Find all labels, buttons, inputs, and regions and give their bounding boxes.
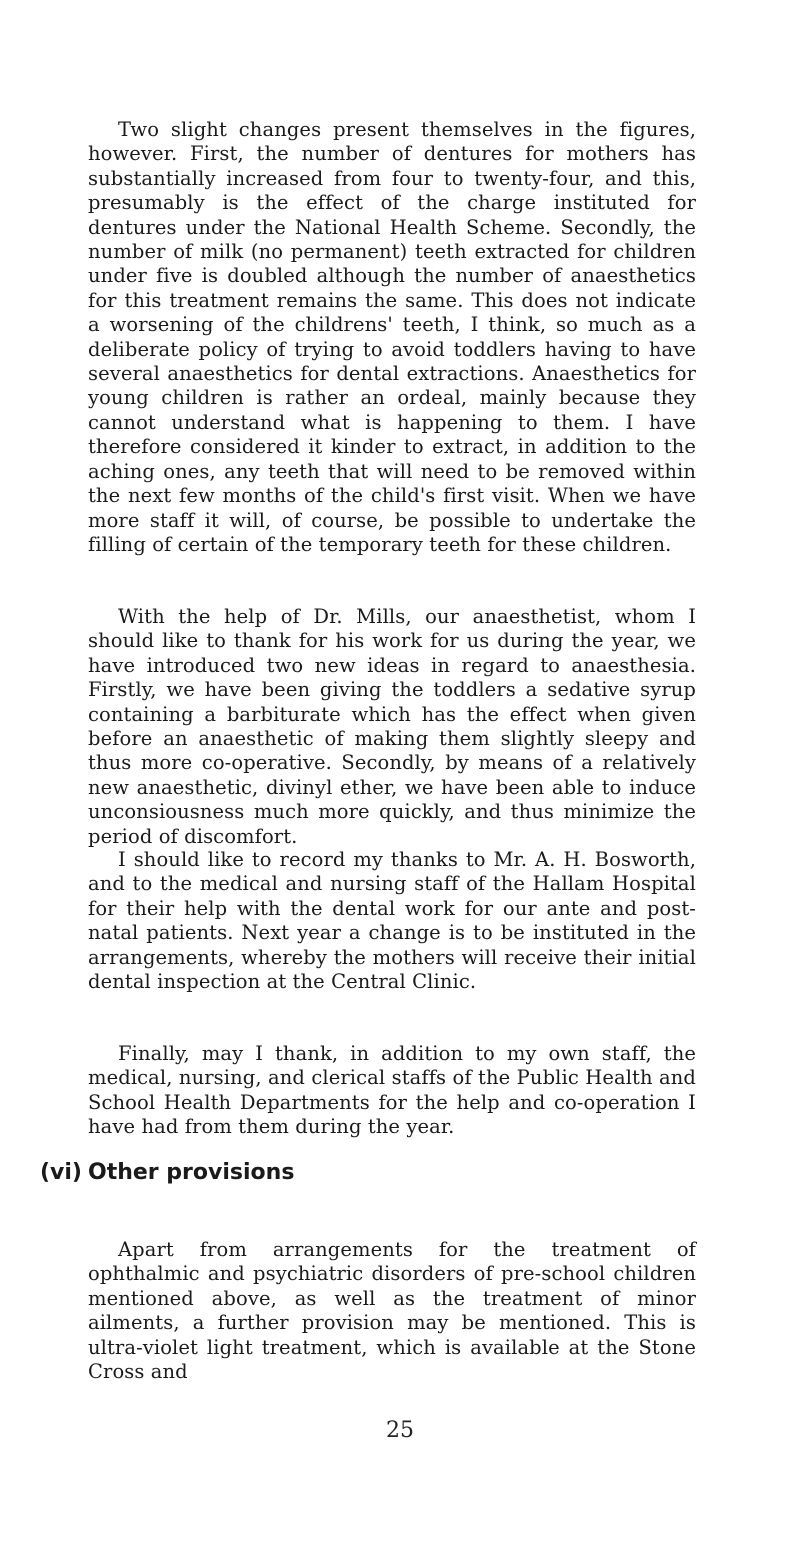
paragraph-thanks-staff: Finally, may I thank, in addition to my own staff, the medical, nursing, and clerical staffs of the Public Health and School Health Departments for the help and co-operation I have had from them during the year. — [88, 1042, 696, 1139]
section-heading — [40, 1159, 700, 1187]
paragraph-thanks-hospital: I should like to record my thanks to Mr. A. H. Bosworth, and to the medical and nursing staff of the Hallam Hospital for their help with the dental work for our ante and post-natal patients. Next year a change is to be instituted in the arrangements, whereby the mothers will receive their initial dental inspection at the Central Clinic. — [88, 848, 696, 994]
section-number: (vi) — [40, 1160, 82, 1185]
paragraph-dentures-changes: Two slight changes present themselves in the figures, however. First, the number of dentures for mothers has substantially increased from four to twenty-four, and this, presumably is the effect of the charge instituted for dentures under the National Health Scheme. Secondly, the number of milk (no permanent) teeth extracted for children under five is doubled although the number of anaesthetics for this treatment remains the same. This does not indicate a worsening of the childrens' teeth, I think, so much as a deliberate policy of trying to avoid toddlers having to have several anaesthetics for dental extractions. Anaesthetics for young children is rather an ordeal, mainly because they cannot understand what is happening to them. I have therefore considered it kinder to extract, in addition to the aching ones, any teeth that will need to be removed within the next few months of the child's first visit. When we have more staff it will, of course, be possible to undertake the filling of certain of the temporary teeth for these children. — [88, 118, 696, 556]
paragraph-anaesthesia: With the help of Dr. Mills, our anaesthetist, whom I should like to thank for his work for us during the year, we have introduced two new ideas in regard to anaesthesia. Firstly, we have been giving the toddlers a sedative syrup containing a barbiturate which has the effect when given before an anaesthetic of making them slightly sleepy and thus more co-operative. Secondly, by means of a relatively new anaesthetic, divinyl ether, we have been able to induce unconsiousness much more quickly, and thus minimize the period of discomfort. — [88, 605, 696, 848]
page-number: 25 — [386, 1418, 414, 1443]
section-title: Other provisions — [88, 1160, 295, 1185]
paragraph-other-provisions: Apart from arrangements for the treatment of ophthalmic and psychiatric disorders of pre-school children mentioned above, as well as the treatment of minor ailments, a further provision may be mentioned. This is ultra-violet light treatment, which is available at the Stone Cross and — [88, 1238, 696, 1384]
